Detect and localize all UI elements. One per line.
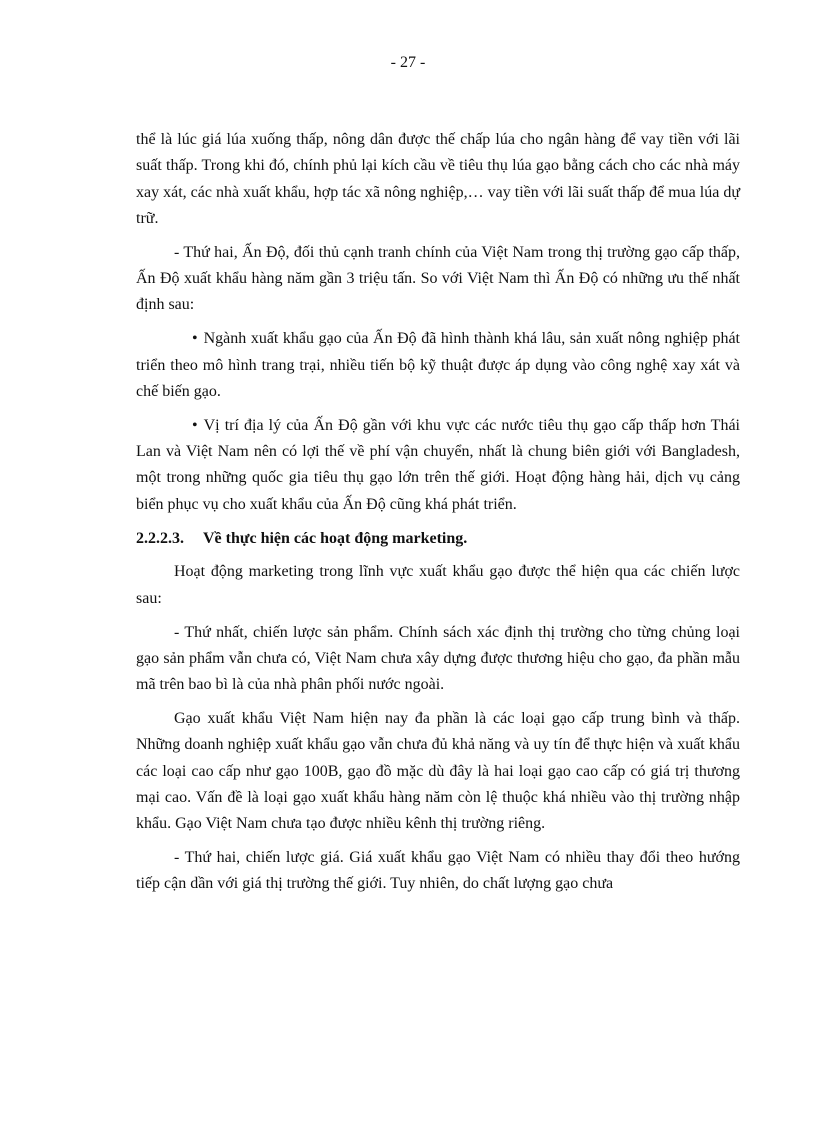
section-title: Về thực hiện các hoạt động marketing. <box>203 529 468 547</box>
paragraph-continuation: thể là lúc giá lúa xuống thấp, nông dân được thế chấp lúa cho ngân hàng để vay tiền với lãi suất thấp. Trong khi đó, chính phủ lại kích cầu về tiêu thụ lúa gạo bằng cách cho các nhà máy xay xát, các nhà xuất khẩu, hợp tác xã nông nghiệp,… vay tiền với lãi suất thấp để mua lúa dự trữ. <box>136 131 740 227</box>
paragraph-price-strategy: - Thứ hai, chiến lược giá. Giá xuất khẩu gạo Việt Nam có nhiều thay đổi theo hướng tiếp cận dần với giá thị trường thế giới. Tuy nhiên, do chất lượng gạo chưa <box>136 849 740 893</box>
page-number: - 27 - <box>390 54 426 71</box>
bullet-icon: • <box>192 330 198 348</box>
section-number: 2.2.2.3. <box>136 529 184 547</box>
paragraph-marketing-intro: Hoạt động marketing trong lĩnh vực xuất khẩu gạo được thể hiện qua các chiến lược sau: <box>136 563 740 607</box>
paragraph-rice-quality: Gạo xuất khẩu Việt Nam hiện nay đa phần là các loại gạo cấp trung bình và thấp. Những doanh nghiệp xuất khẩu gạo vẫn chưa đủ khả năng và uy tín để thực hiện và xuất khẩu các loại cao cấp như gạo 100B, gạo đồ mặc dù đây là hai loại gạo cao cấp có giá trị thương mại cao. Vấn đề là loại gạo xuất khẩu hàng năm còn lệ thuộc khá nhiều vào thị trường nhập khẩu. Gạo Việt Nam chưa tạo được nhiều kênh thị trường riêng. <box>136 710 740 833</box>
section-heading <box>136 526 740 552</box>
bullet-text: Ngành xuất khẩu gạo của Ấn Độ đã hình thành khá lâu, sản xuất nông nghiệp phát triển theo mô hình trang trại, nhiều tiến bộ kỹ thuật được áp dụng vào công nghệ xay xát và chế biến gạo. <box>136 330 740 400</box>
paragraph-india-competitor: - Thứ hai, Ấn Độ, đối thủ cạnh tranh chính của Việt Nam trong thị trường gạo cấp thấp, Ấn Độ xuất khẩu hàng năm gần 3 triệu tấn. So với Việt Nam thì Ấn Độ có những ưu thế nhất định sau: <box>136 243 740 314</box>
bullet-text: Vị trí địa lý của Ấn Độ gần với khu vực các nước tiêu thụ gạo cấp thấp hơn Thái Lan và Việt Nam nên có lợi thế về phí vận chuyển, nhất là chung biên giới với Bangladesh, một trong những quốc gia tiêu thụ gạo lớn trên thế giới. Hoạt động hàng hải, dịch vụ cảng biển phục vụ cho xuất khẩu của Ấn Độ cũng khá phát triển. <box>136 416 740 513</box>
bullet-icon: • <box>192 416 198 434</box>
document-body <box>136 127 740 905</box>
paragraph-product-strategy: - Thứ nhất, chiến lược sản phẩm. Chính sách xác định thị trường cho từng chủng loại gạo sản phẩm vẫn chưa có, Việt Nam chưa xây dựng được thương hiệu cho gạo, đa phần mẫu mã trên bao bì là của nhà phân phối nước ngoài. <box>136 623 740 694</box>
bullet-item-industry <box>136 326 740 405</box>
bullet-item-geography <box>136 413 740 518</box>
